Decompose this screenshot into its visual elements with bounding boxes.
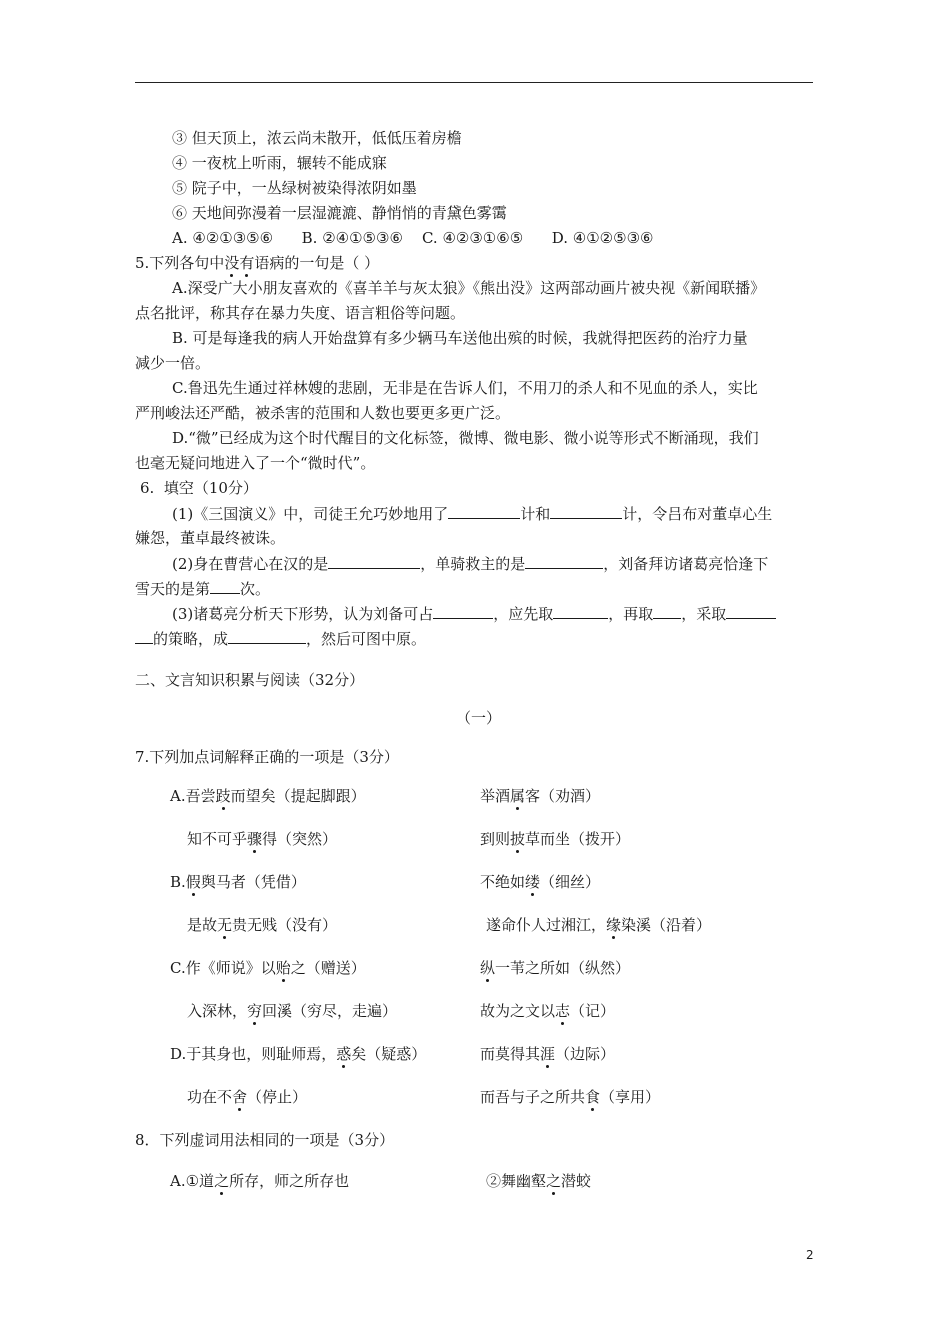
q6-title: 6. 填空（10分）	[140, 479, 258, 497]
q7-b-left-2: 是故无贵无贱（没有）	[187, 916, 338, 934]
blank-field[interactable]	[135, 628, 153, 644]
q5-option-a-cont: 点名批评，称其存在暴力失度、语言粗俗等问题。	[135, 304, 466, 322]
q5-option-b-cont: 减少一倍。	[135, 354, 211, 372]
header-rule	[135, 82, 813, 83]
q7-d-left-1: D.于其身也，则耻师焉，惑矣（疑惑）	[170, 1045, 427, 1063]
q7-d-left-2: 功在不舍（停止）	[187, 1088, 308, 1106]
blank-field[interactable]	[553, 603, 608, 619]
order-item-6: ⑥ 天地间弥漫着一层湿漉漉、静悄悄的青黛色雾霭	[172, 204, 507, 222]
blank-field[interactable]	[228, 628, 306, 644]
blank-field[interactable]	[726, 603, 776, 619]
q7-c-left-2: 入深林，穷回溪（穷尽，走遍）	[187, 1002, 398, 1020]
q5-option-d-cont: 也毫无疑问地进入了一个“微时代”。	[135, 454, 376, 472]
order-choices: A. ④②①③⑤⑥ B. ②④①⑤③⑥ C. ④②③①⑥⑤ D. ④①②⑤③⑥	[172, 229, 654, 247]
q5-option-a: A.深受广大小朋友喜欢的《喜羊羊与灰太狼》《熊出没》这两部动画片被央视《新闻联播》	[172, 279, 766, 297]
q7-a-left-1: A.吾尝跂而望矣（提起脚跟）	[170, 787, 366, 805]
order-item-4: ④ 一夜枕上听雨，辗转不能成寐	[172, 154, 387, 172]
q7-b-right-2: 遂命仆人过湘江，缘染溪（沿着）	[486, 916, 712, 934]
q7-a-right-2: 到则披草而坐（拨开）	[480, 830, 631, 848]
q8-a-right: ②舞幽壑之潜蛟	[486, 1172, 592, 1190]
order-item-5: ⑤ 院子中，一丛绿树被染得浓阴如墨	[172, 179, 417, 197]
blank-field[interactable]	[653, 603, 681, 619]
q5-option-b: B. 可是每逢我的病人开始盘算有多少辆马车送他出殡的时候，我就得把医药的治疗力量	[172, 329, 748, 347]
q5-option-c: C.鲁迅先生通过祥林嫂的悲剧，无非是在告诉人们，不用刀的杀人和不见血的杀人，实比	[172, 379, 758, 397]
q7-a-left-2: 知不可乎骤得（突然）	[187, 830, 338, 848]
q8-a-left: A.①道之所存，师之所存也	[170, 1172, 350, 1190]
q6-line-1: (1)《三国演义》中，司徒王允巧妙地用了 计和 计，令吕布对董卓心生	[172, 505, 773, 523]
q7-c-left-1: C.作《师说》以贻之（赠送）	[170, 959, 366, 977]
q6-line-5: (3)诸葛亮分析天下形势，认为刘备可占 ，应先取 ，再取 ，采取	[172, 603, 776, 624]
section-subtitle: （一）	[456, 709, 502, 727]
q6-line-2: 嫌怨，董卓最终被诛。	[135, 529, 286, 547]
q7-c-right-2: 故为之文以志（记）	[480, 1002, 616, 1020]
q5-stem: 5.下列各句中没有语病的一句是（ ）	[135, 254, 380, 272]
blank-field[interactable]	[525, 553, 603, 569]
blank-field[interactable]	[210, 578, 240, 594]
section-title: 二、文言知识积累与阅读（32分）	[135, 671, 365, 689]
q5-option-c-cont: 严刑峻法还严酷，被杀害的范围和人数也要更多更广泛。	[135, 404, 511, 422]
order-item-3: ③ 但天顶上，浓云尚未散开，低低压着房檐	[172, 129, 462, 147]
blank-field[interactable]	[448, 503, 520, 519]
blank-field[interactable]	[550, 503, 622, 519]
page-number: 2	[806, 1248, 814, 1262]
q6-line-4: 雪天的是第 次。	[135, 580, 271, 598]
q7-b-right-1: 不绝如缕（细丝）	[480, 873, 601, 891]
q5-option-d: D.“微”已经成为这个时代醒目的文化标签，微博、微电影、微小说等形式不断涌现，我们	[172, 429, 759, 447]
q7-c-right-1: 纵一苇之所如（纵然）	[480, 959, 631, 977]
blank-field[interactable]	[433, 603, 493, 619]
q8-stem: 8．下列虚词用法相同的一项是（3分）	[135, 1131, 395, 1149]
q7-d-right-1: 而莫得其涯（边际）	[480, 1045, 616, 1063]
q6-line-3: (2)身在曹营心在汉的是 ，单骑救主的是 ，刘备拜访诸葛亮恰逢下	[172, 555, 769, 573]
q7-d-right-2: 而吾与子之所共食（享用）	[480, 1088, 661, 1106]
q7-a-right-1: 举酒属客（劝酒）	[480, 787, 601, 805]
blank-field[interactable]	[328, 553, 420, 569]
q7-b-left-1: B.假舆马者（凭借）	[170, 873, 306, 891]
q6-line-6: 的策略，成 ，然后可图中原。	[135, 628, 426, 649]
q7-stem: 7.下列加点词解释正确的一项是（3分）	[135, 748, 399, 766]
